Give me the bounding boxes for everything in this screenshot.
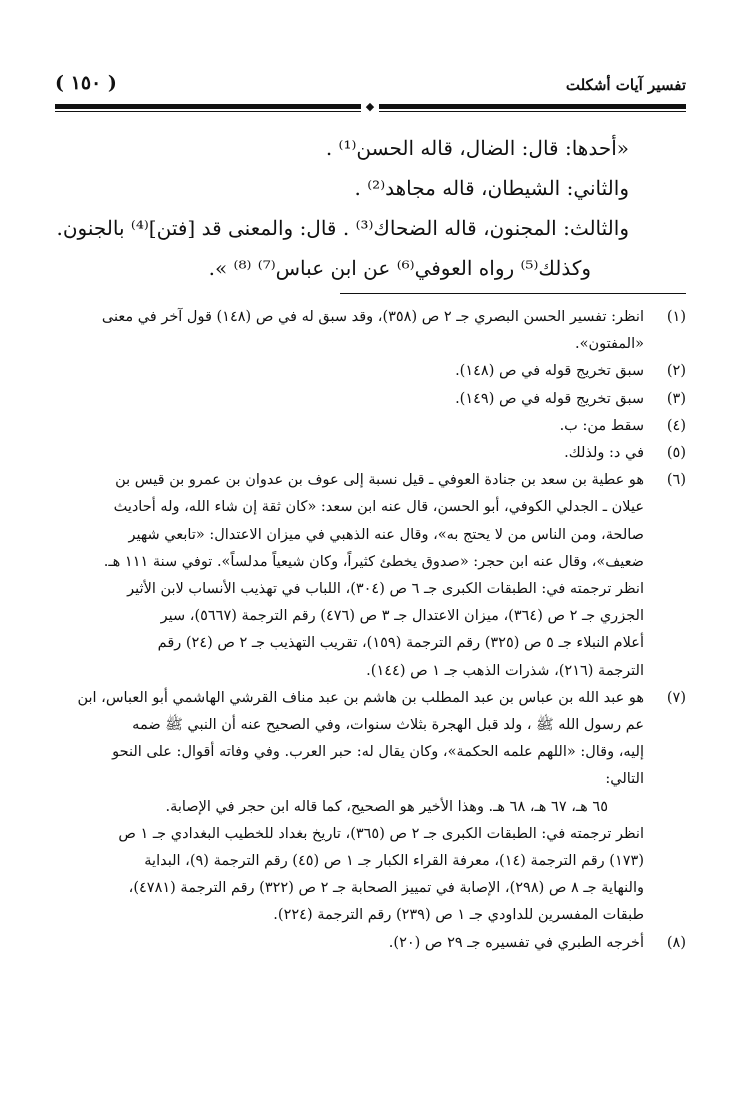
footnote-line: سبق تخريج قوله في ص (١٤٩). xyxy=(455,390,644,407)
footnote-line: في د: ولذلك. xyxy=(564,445,644,462)
footnote-line: أعلام النبلاء جـ ٥ ص (٣٢٥) رقم الترجمة (١٥٩)، تقريب التهذيب جـ ٢ ص (٢٤) رقم xyxy=(157,635,644,652)
footnote-number: (٤) xyxy=(666,417,686,434)
footnote-number: (٨) xyxy=(666,934,686,951)
footnote-line: هو عطية بن سعد بن جنادة العوفي ـ قيل نسبة إلى عوف بن عدوان بن عمرو بن قيس بن xyxy=(115,472,644,489)
footnote-line: «المفتون». xyxy=(574,336,644,353)
footnote-line: (١٧٣) رقم الترجمة (١٤)، معرفة القراء الكبار جـ ١ ص (٤٥) رقم الترجمة (٩)، البداية xyxy=(144,853,644,870)
footnote xyxy=(55,304,686,358)
running-title: تفسير آيات أشكلت xyxy=(565,76,686,94)
footnote xyxy=(55,358,686,385)
footnote-line: انظر ترجمته في: الطبقات الكبرى جـ ٦ ص (٣٠٤)، اللباب في تهذيب الأنساب لابن الأثير xyxy=(127,581,644,598)
footnote xyxy=(55,467,686,685)
footnote-line: صالحة، ومن الناس من لا يحتج به»، وقال عنه الذهبي في ميزان الاعتدال: «تابعي شهير xyxy=(128,526,644,543)
main-line: والثالث: المجنون، قاله الضحاك⁽³⁾ . قال: والمعنى قد [فتن]⁽⁴⁾ بالجنون. xyxy=(56,216,629,240)
footnote-line: أخرجه الطبري في تفسيره جـ ٢٩ ص (٢٠). xyxy=(388,934,644,951)
footnote-line: إليه، وقال: «اللهم علمه الحكمة»، وكان يقال له: حبر العرب. وفي وفاته أقوال: على النحو xyxy=(112,744,644,761)
footnote xyxy=(55,386,686,413)
footnote-line: طبقات المفسرين للداودي جـ ١ ص (٢٣٩) رقم الترجمة (٢٢٤). xyxy=(273,907,644,924)
page-number: ( ١٥٠ ) xyxy=(55,72,117,94)
footnote-separator xyxy=(340,293,686,294)
footnote-line: عم رسول الله ﷺ ، ولد قبل الهجرة بثلاث سنوات، وفي الصحيح عنه أن النبي ﷺ ضمه xyxy=(132,717,644,734)
footnote-number: (٧) xyxy=(666,689,686,706)
main-text xyxy=(55,128,629,288)
footnotes xyxy=(55,304,686,957)
main-line: «أحدها: قال: الضال، قاله الحسن⁽¹⁾ . xyxy=(325,136,629,160)
footnote-line: ٦٥ هـ، ٦٧ هـ، ٦٨ هـ. وهذا الأخير هو الصحيح، كما قاله ابن حجر في الإصابة. xyxy=(165,798,608,815)
footnote-line: الجزري جـ ٢ ص (٣٦٤)، ميزان الاعتدال جـ ٣ ص (٤٧٦) رقم الترجمة (٥٦٦٧)، سير xyxy=(160,608,644,625)
footnote-line: سقط من: ب. xyxy=(559,417,644,434)
footnote-line: سبق تخريج قوله في ص (١٤٨). xyxy=(455,363,644,380)
footnote-line: انظر ترجمته في: الطبقات الكبرى جـ ٢ ص (٣٦٥)، تاريخ بغداد للخطيب البغدادي جـ ١ ص xyxy=(118,825,644,842)
main-line: والثاني: الشيطان، قاله مجاهد⁽²⁾ . xyxy=(354,176,629,200)
footnote-line: انظر: تفسير الحسن البصري جـ ٢ ص (٣٥٨)، وقد سبق له في ص (١٤٨) قول آخر في معنى xyxy=(101,309,644,325)
footnote-line: ضعيف»، وقال عنه ابن حجر: «صدوق يخطئ كثيراً، وكان شيعياً مدلساً». توفي سنة ١١١ هـ. xyxy=(103,553,644,570)
footnote xyxy=(55,685,686,930)
footnote-number: (٢) xyxy=(666,363,686,380)
footnote-line: والنهاية جـ ٨ ص (٢٩٨)، الإصابة في تمييز الصحابة جـ ٢ ص (٣٢٢) رقم الترجمة (٤٧٨١)، xyxy=(128,880,644,897)
footnote-line: هو عبد الله بن عباس بن عبد المطلب بن هاشم بن عبد مناف القرشي الهاشمي أبو العباس، ابن xyxy=(77,689,644,706)
footnote-line: التالي: xyxy=(605,771,644,788)
footnote-number: (٥) xyxy=(666,445,686,462)
page-header xyxy=(55,72,686,100)
footnote-line: الترجمة (٢١٦)، شذرات الذهب جـ ١ ص (١٤٤). xyxy=(366,662,644,679)
footnote-line: عيلان ـ الجدلي الكوفي، أبو الحسن، قال عنه ابن سعد: «كان ثقة إن شاء الله، وله أحاديث xyxy=(113,499,644,516)
footnote xyxy=(55,930,686,957)
footnote-number: (٣) xyxy=(666,390,686,407)
footnote xyxy=(55,413,686,440)
main-line: وكذلك⁽⁵⁾ رواه العوفي⁽⁶⁾ عن ابن عباس⁽⁷⁾ ⁽⁸⁾ ». xyxy=(208,256,591,280)
footnote-number: (٦) xyxy=(666,472,686,489)
header-ornament-icon: ◆ xyxy=(361,100,379,114)
footnote xyxy=(55,440,686,467)
footnote-number: (١) xyxy=(666,309,686,325)
